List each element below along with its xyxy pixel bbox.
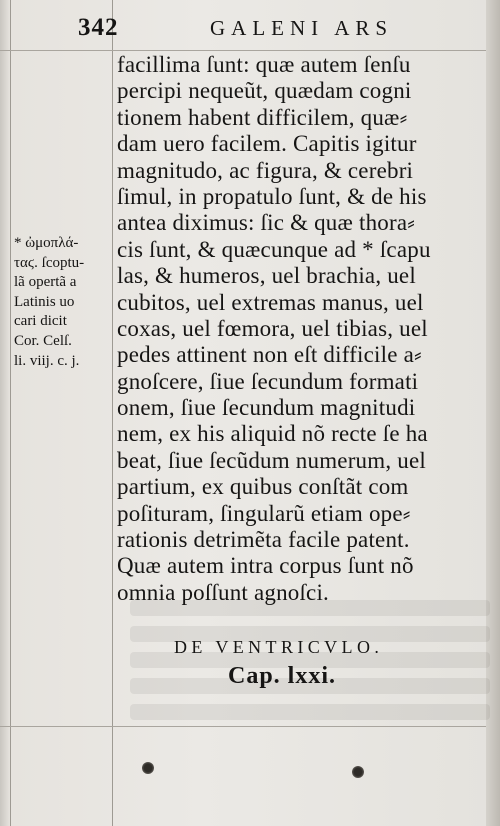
text-line: pedes attinent non eſt difficile a⸗ <box>117 342 422 368</box>
binding-hole <box>352 766 364 778</box>
text-line: rationis detrimẽta facile patent. <box>117 527 410 553</box>
margin-line: Cor. Celſ. <box>14 332 72 349</box>
text-line: dam uero facilem. Capitis igitur <box>117 131 417 157</box>
chapter-number: Cap. lxxi. <box>228 663 337 689</box>
margin-line: ταϛ. ſcoptu- <box>14 254 85 271</box>
text-line: omnia poſſunt agnoſci. <box>117 579 330 605</box>
margin-line: * ὠμοπλά- <box>14 235 79 251</box>
text-line: las, & humeros, uel brachia, uel <box>117 263 416 289</box>
margin-note <box>14 234 118 371</box>
text-line: antea diximus: ſic & quæ thora⸗ <box>117 210 416 236</box>
text-line: cis ſunt, & quæcunque ad * ſcapu <box>117 236 431 262</box>
margin-line: Latinis uo <box>14 293 75 310</box>
margin-line: lã opertã a <box>14 274 77 291</box>
page-number: 342 <box>78 14 119 41</box>
margin-line: li. viij. c. j. <box>14 352 80 369</box>
page-header <box>0 14 500 48</box>
text-line: facillima ſunt: quæ autem ſenſu <box>117 52 411 77</box>
text-line: cubitos, uel extremas manus, uel <box>117 289 424 315</box>
text-line: magnitudo, ac figura, & cerebri <box>117 157 414 183</box>
text-line: percipi nequeũt, quædam cogni <box>117 78 412 104</box>
text-line: beat, ſiue ſecũdum numerum, uel <box>117 447 426 473</box>
text-line: coxas, uel fœmora, uel tibias, uel <box>117 315 428 341</box>
text-line: partium, ex quibus conſtãt com <box>117 474 409 500</box>
header-rule <box>0 50 500 51</box>
binding-hole <box>142 762 154 774</box>
text-line: gnoſcere, ſiue ſecundum formati <box>117 368 419 394</box>
section-heading: DE VENTRICVLO. <box>174 637 384 657</box>
running-head: GALENI ARS <box>210 16 394 40</box>
text-line: ſimul, in propatulo ſunt, & de his <box>117 183 427 209</box>
text-line: tionem habent difficilem, quæ⸗ <box>117 104 408 130</box>
margin-line: cari dicit <box>14 313 67 330</box>
text-line: onem, ſiue ſecundum magnitudi <box>117 395 416 421</box>
text-line: Quæ autem intra corpus ſunt nõ <box>117 553 414 579</box>
scan-rule-left <box>10 0 11 826</box>
text-line: poſituram, ſingularũ etiam ope⸗ <box>117 500 411 526</box>
main-text <box>117 52 493 606</box>
text-line: nem, ex his aliquid nõ recte ſe ha <box>117 421 428 447</box>
margin-rule <box>112 0 113 826</box>
